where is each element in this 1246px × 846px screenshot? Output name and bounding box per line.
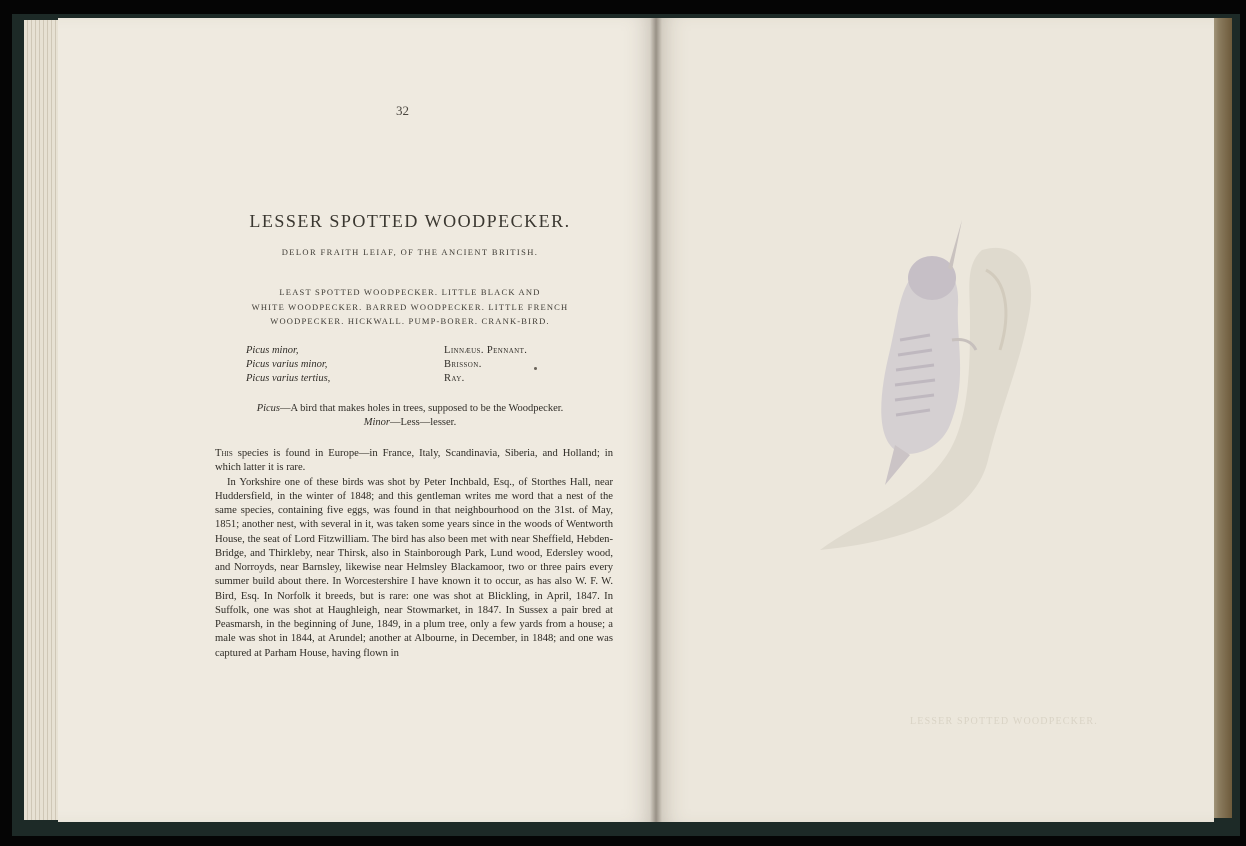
paragraph-text: species is found in Europe—in France, Italy, Scandinavia, Siberia, and Holland; in which latter it is rare.	[215, 448, 613, 474]
latin-name: Picus minor,	[246, 345, 299, 356]
etymology-minor	[160, 416, 660, 430]
etymology-definition: —Less—lesser.	[390, 417, 457, 428]
latin-name: Picus varius tertius,	[246, 373, 331, 384]
etymology-term: Minor	[363, 417, 391, 428]
name-row	[246, 344, 576, 358]
paragraph	[215, 447, 613, 476]
ink-speck	[534, 367, 537, 370]
plate-caption: LESSER SPOTTED WOODPECKER.	[910, 716, 1098, 727]
page-title: LESSER SPOTTED WOODPECKER.	[249, 211, 571, 231]
welsh-name-subtitle: DELOR FRAITH LEIAF, OF THE ANCIENT BRITISH.	[281, 247, 539, 257]
name-row	[246, 358, 576, 372]
scientific-names	[246, 344, 576, 386]
name-row	[246, 372, 576, 386]
etymology-definition: —A bird that makes holes in trees, supposed to be the Woodpecker.	[280, 403, 564, 414]
woodpecker-illustration	[800, 210, 1100, 570]
name-authority: Brisson.	[444, 359, 482, 370]
name-authority: Linnæus. Pennant.	[444, 345, 528, 356]
body-text	[215, 447, 613, 661]
synonym-list	[160, 285, 660, 329]
etymology	[160, 402, 660, 430]
page-number: 32	[396, 103, 409, 118]
synonym-line: WOODPECKER. HICKWALL. PUMP-BORER. CRANK-BIRD.	[270, 316, 550, 326]
etymology-term: Picus	[256, 403, 281, 414]
synonym-line: LEAST SPOTTED WOODPECKER. LITTLE BLACK AND	[279, 287, 541, 297]
name-authority: Ray.	[444, 373, 465, 384]
etymology-picus	[160, 402, 660, 416]
synonym-line: WHITE WOODPECKER. BARRED WOODPECKER. LITTLE FRENCH	[251, 301, 569, 312]
latin-name: Picus varius minor,	[246, 359, 328, 370]
paragraph-lead: This	[215, 448, 233, 459]
paragraph: In Yorkshire one of these birds was shot by Peter Inchbald, Esq., of Storthes Hall, near Huddersfield, in the winter of 1848; and this gentleman writes me word that a nest of the same species, containing five eggs, was found in that neighbourhood on the 31st. of May, 1851; another nest, with several in it, was taken some years since in the woods of Wentworth House, the seat of Lord Fitzwilliam. The bird has also been met with near Sheffield, Hebden-Bridge, and Thirkleby, near Thirsk, also in Stainborough Park, Lund wood, Edersley wood, and Norroyds, near Barnsley, likewise near Helmsley Blackamoor, two or three pairs every summer build about there. In Worcestershire I have known it to occur, as has also W. F. W. Bird, Esq. In Norfolk it breeds, but is rare: one was shot at Blickling, in April, 1847. In Suffolk, one was shot at Haughleigh, near Stowmarket, in 1847. In Sussex a pair bred at Peasmarsh, in the beginning of June, 1849, in a plum tree, only a few yards from a house; a male was shot in 1844, at Arundel; another at Albourne, in December, in 1848; and one was captured at Parham House, having flown in	[215, 476, 613, 659]
